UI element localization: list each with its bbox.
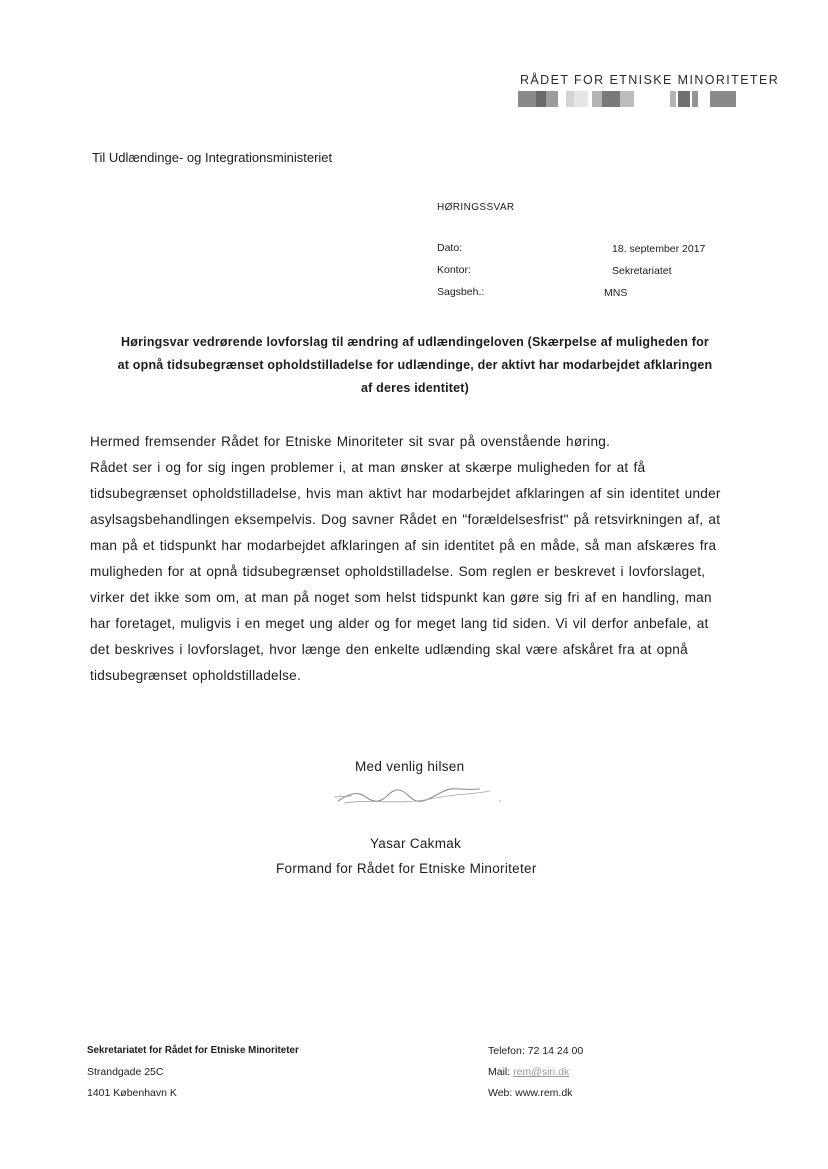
organization-logo	[518, 91, 736, 107]
body-line: det beskrives i lovforslaget, hvor længe den enkelte udlænding skal være afskåret fra at opnå	[90, 642, 688, 657]
footer-mail-label: Mail:	[488, 1066, 514, 1078]
footer-city: 1401 København K	[87, 1087, 177, 1099]
body-line: tidsubegrænset opholdstilladelse.	[90, 668, 302, 683]
signer-name: Yasar Cakmak	[370, 836, 462, 851]
recipient: Til Udlændinge- og Integrationsministeriet	[92, 150, 333, 165]
footer-phone: Telefon: 72 14 24 00	[488, 1045, 584, 1057]
body-line: Rådet ser i og for sig ingen problemer i, at man ønsker at skærpe muligheden for at få	[90, 460, 646, 475]
subject-heading	[85, 331, 745, 400]
body-line: har foretaget, muligvis i en meget ung alder og for meget lang tid siden. Vi vil derfor anbefale, at	[90, 616, 709, 631]
body-paragraph	[90, 429, 740, 689]
date-value: 18. september 2017	[612, 243, 706, 255]
subject-line: af deres identitet)	[361, 381, 469, 395]
office-label: Kontor:	[437, 264, 471, 276]
email-link[interactable]: rem@siri.dk	[513, 1066, 570, 1078]
footer-street: Strandgade 25C	[87, 1066, 164, 1078]
body-line: virker det ikke som om, at man på noget som helst tidspunkt kan gøre sig fri af en handling, man	[90, 590, 712, 605]
closing-greeting: Med venlig hilsen	[355, 759, 465, 774]
footer-web[interactable]: Web: www.rem.dk	[488, 1087, 573, 1099]
body-intro: Hermed fremsender Rådet for Etniske Minoriteter sit svar på ovenstående høring.	[90, 434, 611, 449]
case-handler-value: MNS	[604, 287, 628, 299]
body-line: tidsubegrænset opholdstilladelse, hvis man aktivt har modarbejdet afklaringen af sin identitet under	[90, 486, 721, 501]
office-value: Sekretariatet	[612, 265, 672, 277]
footer-mail	[488, 1066, 569, 1078]
handwritten-signature	[330, 783, 505, 809]
organization-name: RÅDET FOR ETNISKE MINORITETER	[520, 73, 780, 87]
body-line: asylsagsbehandlingen eksempelvis. Dog savner Rådet en "forældelsesfrist" på retsvirkningen af, at	[90, 512, 721, 527]
case-handler-label: Sagsbeh.:	[437, 286, 485, 298]
body-line: muligheden for at opnå tidsubegrænset opholdstilladelse. Som reglen er beskrevet i lovforslaget,	[90, 564, 706, 579]
document-type: HØRINGSSVAR	[437, 202, 515, 213]
subject-line: at opnå tidsubegrænset opholdstilladelse for udlændinge, der aktivt har modarbejdet afklaringen	[117, 358, 713, 372]
footer-organization: Sekretariatet for Rådet for Etniske Minoriteter	[87, 1045, 299, 1056]
body-line: man på et tidspunkt har modarbejdet afklaringen af sin identitet på en måde, så man afskæres fra	[90, 538, 717, 553]
subject-line: Høringsvar vedrørende lovforslag til ændring af udlændingeloven (Skærpelse af muligheden for	[121, 335, 709, 349]
signer-title: Formand for Rådet for Etniske Minoriteter	[276, 861, 537, 876]
date-label: Dato:	[437, 242, 463, 254]
